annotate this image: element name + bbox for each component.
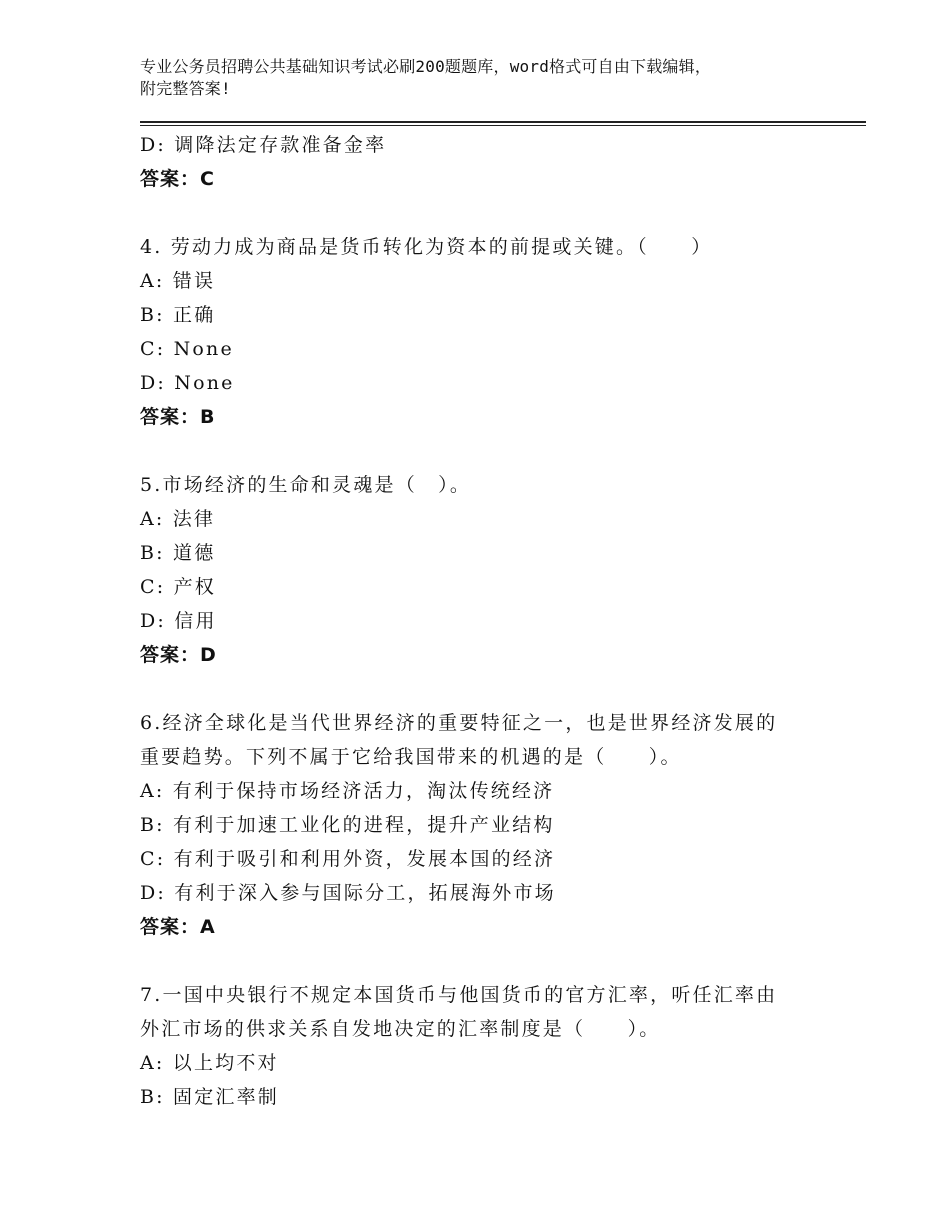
option-d: D: 有利于深入参与国际分工，拓展海外市场 xyxy=(140,882,556,904)
question-stem: 5.市场经济的生命和灵魂是（ ）。 xyxy=(140,474,472,496)
question-7 xyxy=(140,978,820,1114)
option-c: C: None xyxy=(140,338,234,360)
answer-label: 答案：A xyxy=(140,916,216,938)
question-stem-line-2: 重要趋势。下列不属于它给我国带来的机遇的是（ ）。 xyxy=(140,746,682,768)
option-b: B: 有利于加速工业化的进程，提升产业结构 xyxy=(140,814,555,836)
option-b: B: 正确 xyxy=(140,304,216,326)
header-line-2: 附完整答案! xyxy=(140,79,231,98)
question-list xyxy=(140,128,820,1114)
question-4 xyxy=(140,230,820,434)
option-a: A: 有利于保持市场经济活力，淘汰传统经济 xyxy=(140,780,555,802)
question-stem-line-1: 7.一国中央银行不规定本国货币与他国货币的官方汇率，听任汇率由 xyxy=(140,984,778,1006)
option-a: A: 法律 xyxy=(140,508,216,530)
spacer xyxy=(140,196,820,230)
question-stem: 4. 劳动力成为商品是货币转化为资本的前提或关键。（ ） xyxy=(140,236,713,258)
question-6 xyxy=(140,706,820,944)
spacer xyxy=(140,944,820,978)
question-5 xyxy=(140,468,820,672)
answer-label: 答案：B xyxy=(140,406,216,428)
header-divider-thin xyxy=(140,125,866,126)
option-c: C: 有利于吸引和利用外资，发展本国的经济 xyxy=(140,848,556,870)
option-d: D: None xyxy=(140,372,235,394)
option-d: D: 调降法定存款准备金率 xyxy=(140,134,387,156)
spacer xyxy=(140,672,820,706)
option-a: A: 错误 xyxy=(140,270,216,292)
document-header xyxy=(140,56,820,100)
option-d: D: 信用 xyxy=(140,610,217,632)
option-b: B: 道德 xyxy=(140,542,216,564)
header-divider-thick xyxy=(140,121,866,123)
spacer xyxy=(140,434,820,468)
answer-label: 答案：C xyxy=(140,168,215,190)
answer-label: 答案：D xyxy=(140,644,217,666)
question-3-tail xyxy=(140,128,820,196)
header-line-1: 专业公务员招聘公共基础知识考试必刷200题题库，word格式可自由下载编辑， xyxy=(140,57,712,76)
option-c: C: 产权 xyxy=(140,576,216,598)
question-stem-line-1: 6.经济全球化是当代世界经济的重要特征之一，也是世界经济发展的 xyxy=(140,712,778,734)
question-stem-line-2: 外汇市场的供求关系自发地决定的汇率制度是（ ）。 xyxy=(140,1018,661,1040)
option-a: A: 以上均不对 xyxy=(140,1052,279,1074)
option-b: B: 固定汇率制 xyxy=(140,1086,280,1108)
